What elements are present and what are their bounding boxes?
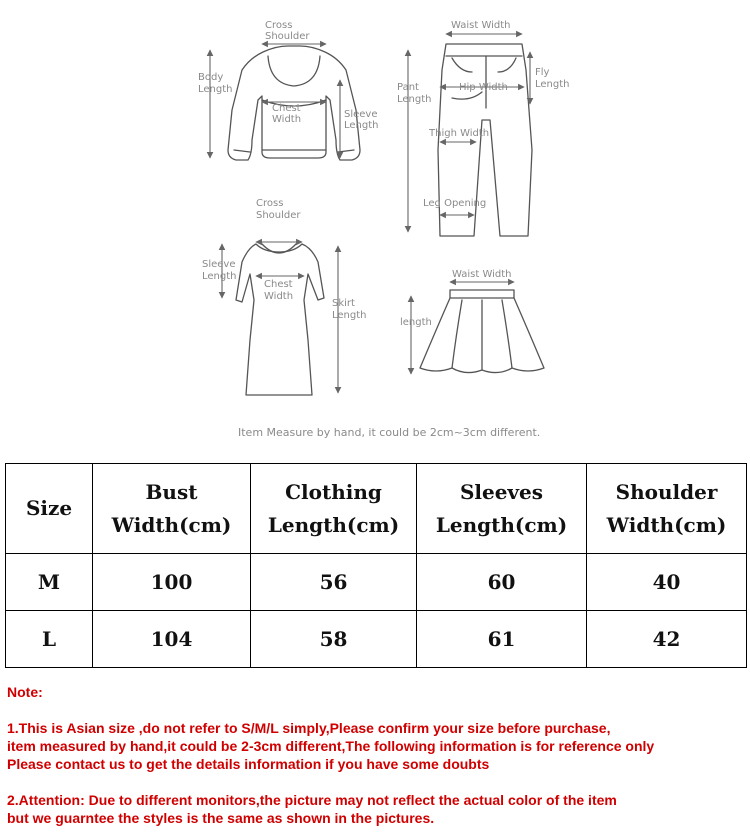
cell-sleeves: 60	[417, 554, 587, 611]
dress-chest-label-1: Chest	[264, 279, 293, 290]
dress-sleeve-label-1: Sleeve	[202, 259, 236, 270]
sweater-sleeve-label-1: Sleeve	[344, 109, 378, 120]
pants-thigh-label: Thigh Width	[429, 128, 490, 139]
sweater-cross-shoulder-label-1: Cross	[265, 20, 293, 31]
sweater-body-length-label-2: Length	[198, 84, 233, 95]
skirt-waist-label: Waist Width	[452, 269, 512, 280]
cell-size: L	[6, 611, 93, 668]
sweater-body-length-label-1: Body	[198, 72, 224, 83]
sweater-cross-shoulder-label-2: Shoulder	[265, 31, 310, 42]
dress-skirt-label-2: Length	[332, 310, 367, 321]
pants-leg-opening-label: Leg Opening	[423, 198, 487, 209]
cell-size: M	[6, 554, 93, 611]
cell-length: 58	[251, 611, 417, 668]
cell-shoulder: 40	[587, 554, 747, 611]
cell-sleeves: 61	[417, 611, 587, 668]
spacer	[7, 773, 747, 791]
size-table	[5, 463, 747, 668]
sweater-chest-label-1: Chest	[272, 103, 301, 114]
size-table-header-row	[6, 464, 747, 554]
note-line-3: Please contact us to get the details information if you have some doubts	[7, 756, 490, 772]
cell-length: 56	[251, 554, 417, 611]
skirt-illustration	[420, 290, 544, 373]
pants-hip-label: Hip Width	[459, 82, 508, 93]
cell-shoulder: 42	[587, 611, 747, 668]
header-size: Size	[6, 464, 93, 554]
skirt-length-label: length	[400, 317, 432, 328]
note-line-4: 2.Attention: Due to different monitors,the picture may not reflect the actual color of the item	[7, 792, 617, 808]
header-shoulder-width: Shoulder Width(cm)	[587, 464, 747, 554]
notes-section	[7, 683, 747, 827]
pants-fly-label-1: Fly	[535, 67, 550, 78]
pants-fly-label-2: Length	[535, 79, 570, 90]
dress-cross-shoulder-label-1: Cross	[256, 198, 284, 209]
notes-title: Note:	[7, 684, 43, 700]
note-line-5: but we guarntee the styles is the same as shown in the pictures.	[7, 810, 435, 826]
cell-bust: 104	[93, 611, 251, 668]
header-bust-width: Bust Width(cm)	[93, 464, 251, 554]
dress-illustration	[236, 244, 324, 395]
pants-length-label-2: Length	[397, 94, 432, 105]
header-sleeves-length: Sleeves Length(cm)	[417, 464, 587, 554]
spacer	[7, 701, 747, 719]
pants-length-label-1: Pant	[397, 82, 419, 93]
header-clothing-length: Clothing Length(cm)	[251, 464, 417, 554]
table-row	[6, 611, 747, 668]
dress-cross-shoulder-label-2: Shoulder	[256, 210, 301, 221]
dress-chest-label-2: Width	[264, 291, 294, 302]
dress-skirt-label-1: Skirt	[332, 298, 355, 309]
note-line-1: 1.This is Asian size ,do not refer to S/M/L simply,Please confirm your size before purchase,	[7, 720, 611, 736]
measure-caption: Item Measure by hand, it could be 2cm~3cm different.	[238, 426, 541, 439]
cell-bust: 100	[93, 554, 251, 611]
dress-sleeve-label-2: Length	[202, 271, 237, 282]
pants-waist-label: Waist Width	[451, 20, 511, 31]
sweater-sleeve-label-2: Length	[344, 120, 379, 131]
table-row	[6, 554, 747, 611]
sweater-chest-label-2: Width	[272, 114, 302, 125]
note-line-2: item measured by hand,it could be 2-3cm different,The following information is for reference only	[7, 738, 655, 754]
